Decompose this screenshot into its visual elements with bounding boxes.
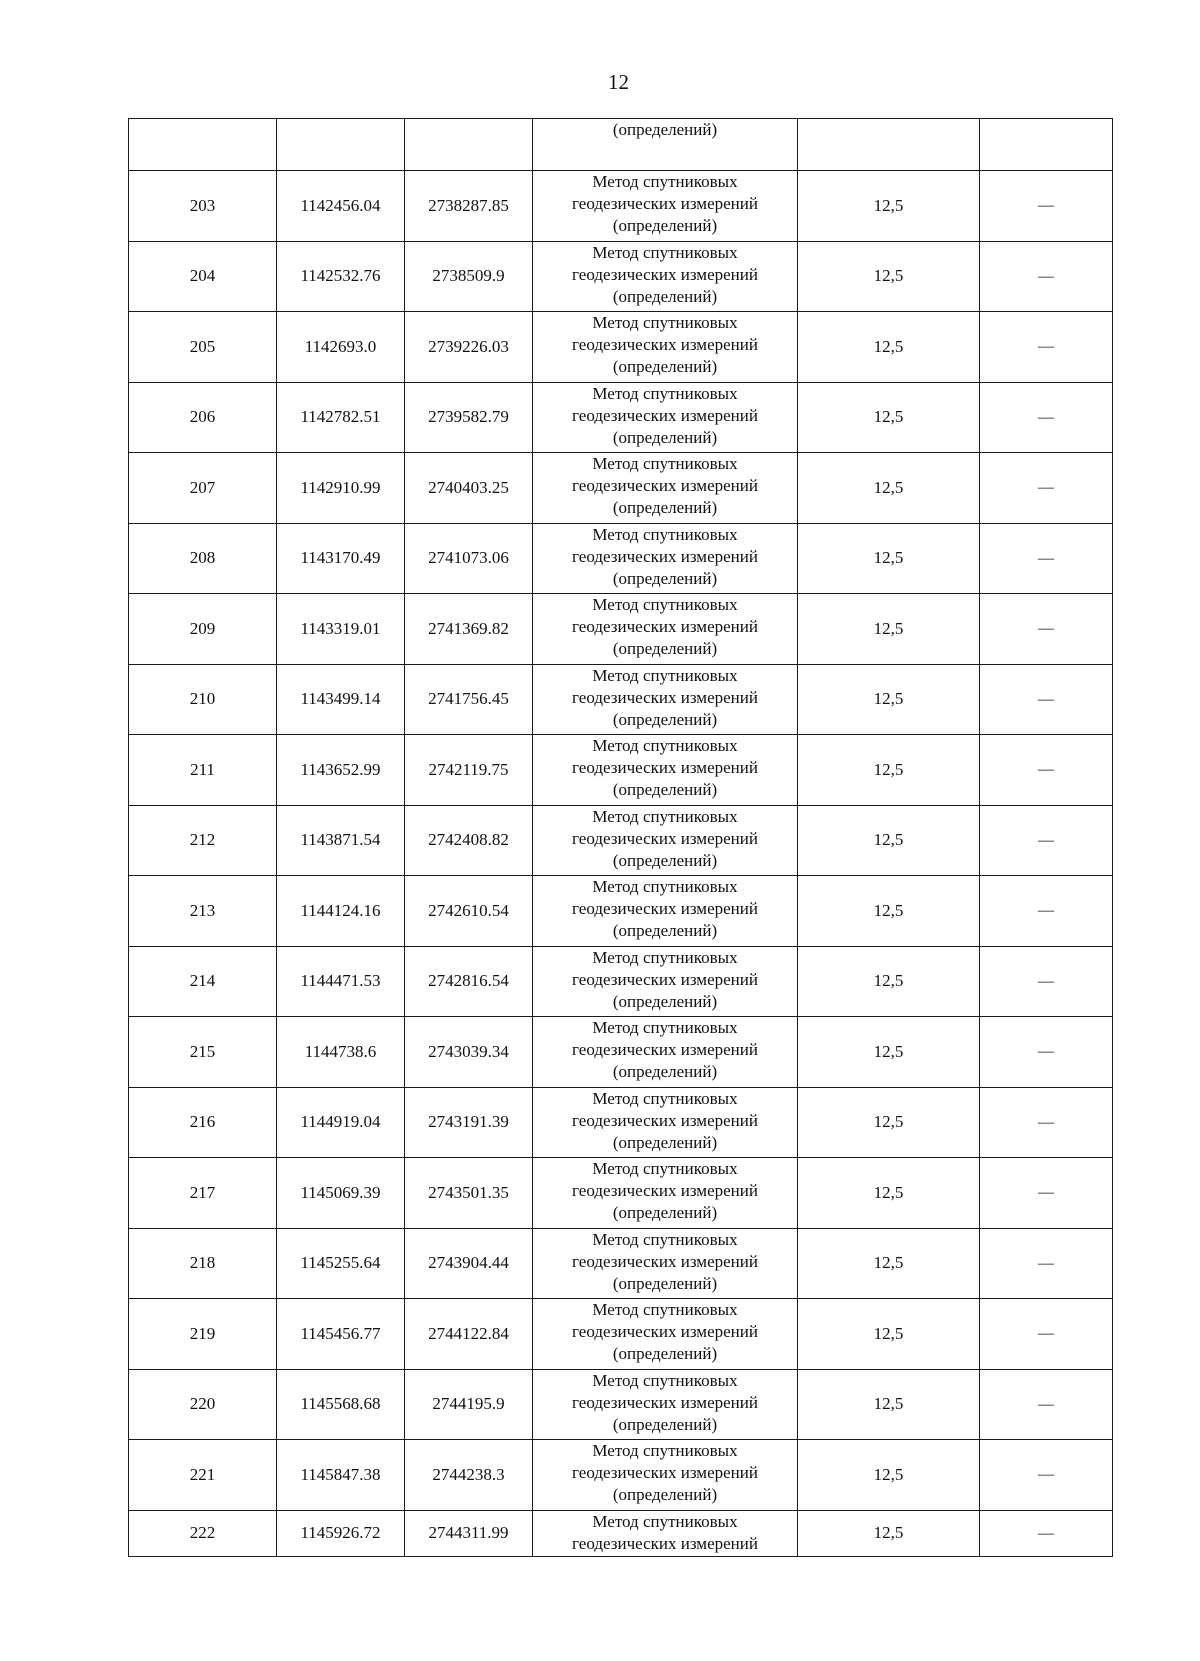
y-coordinate-cell: 2743904.44 bbox=[405, 1228, 533, 1299]
accuracy-cell: 12,5 bbox=[798, 312, 980, 383]
dash-mark: — bbox=[1038, 197, 1054, 215]
note-cell bbox=[980, 1440, 1113, 1511]
accuracy-cell: 12,5 bbox=[798, 594, 980, 665]
note-cell bbox=[980, 1299, 1113, 1370]
method-cell bbox=[533, 876, 798, 947]
accuracy-cell: 12,5 bbox=[798, 1510, 980, 1556]
method-line: Метод спутниковых bbox=[592, 595, 738, 614]
table-row bbox=[129, 312, 1113, 383]
method-line: геодезических измерений bbox=[572, 264, 758, 284]
dash-mark: — bbox=[1038, 1395, 1054, 1413]
y-coordinate-cell bbox=[405, 119, 533, 171]
point-number-cell bbox=[129, 119, 277, 171]
table-body bbox=[129, 119, 1113, 1557]
x-coordinate-cell: 1142693.0 bbox=[277, 312, 405, 383]
method-line: геодезических измерений bbox=[572, 476, 758, 495]
method-line: (определений) bbox=[612, 991, 718, 1011]
method-cell bbox=[533, 382, 798, 453]
method-line: Метод спутниковых bbox=[592, 1370, 738, 1390]
table-row bbox=[129, 1510, 1113, 1556]
table-row bbox=[129, 1369, 1113, 1440]
dash-mark: — bbox=[1038, 267, 1054, 285]
method-line: геодезических измерений bbox=[572, 1181, 758, 1200]
point-number-cell: 215 bbox=[129, 1017, 277, 1088]
method-line: (определений) bbox=[612, 120, 718, 139]
method-cell bbox=[533, 1087, 798, 1158]
continued-row bbox=[129, 119, 1113, 171]
point-number-cell: 208 bbox=[129, 523, 277, 594]
method-line: (определений) bbox=[612, 357, 718, 376]
table-row bbox=[129, 876, 1113, 947]
table-row bbox=[129, 523, 1113, 594]
method-line: геодезических измерений bbox=[572, 1251, 758, 1271]
accuracy-cell: 12,5 bbox=[798, 805, 980, 876]
accuracy-cell: 12,5 bbox=[798, 453, 980, 524]
method-line: геодезических измерений bbox=[572, 687, 758, 707]
point-number-cell: 214 bbox=[129, 946, 277, 1017]
y-coordinate-cell: 2738287.85 bbox=[405, 171, 533, 242]
accuracy-cell: 12,5 bbox=[798, 1087, 980, 1158]
method-line: геодезических измерений bbox=[572, 1463, 758, 1482]
y-coordinate-cell: 2740403.25 bbox=[405, 453, 533, 524]
note-cell bbox=[980, 594, 1113, 665]
x-coordinate-cell: 1145069.39 bbox=[277, 1158, 405, 1229]
note-cell bbox=[980, 805, 1113, 876]
point-number-cell: 219 bbox=[129, 1299, 277, 1370]
dash-mark: — bbox=[1038, 620, 1054, 638]
accuracy-cell: 12,5 bbox=[798, 735, 980, 806]
x-coordinate-cell: 1144738.6 bbox=[277, 1017, 405, 1088]
y-coordinate-cell: 2741369.82 bbox=[405, 594, 533, 665]
method-line: (определений) bbox=[612, 1132, 718, 1152]
method-cell bbox=[533, 594, 798, 665]
note-cell bbox=[980, 171, 1113, 242]
y-coordinate-cell: 2739582.79 bbox=[405, 382, 533, 453]
y-coordinate-cell: 2742408.82 bbox=[405, 805, 533, 876]
x-coordinate-cell: 1145847.38 bbox=[277, 1440, 405, 1511]
note-cell bbox=[980, 1369, 1113, 1440]
point-number-cell: 218 bbox=[129, 1228, 277, 1299]
accuracy-cell: 12,5 bbox=[798, 523, 980, 594]
note-cell bbox=[980, 664, 1113, 735]
table-row bbox=[129, 946, 1113, 1017]
method-line: (определений) bbox=[612, 286, 718, 306]
dash-mark: — bbox=[1038, 761, 1054, 779]
method-line: Метод спутниковых bbox=[592, 1300, 738, 1319]
table-row bbox=[129, 664, 1113, 735]
point-number-cell: 203 bbox=[129, 171, 277, 242]
page-number: 12 bbox=[608, 70, 629, 94]
method-line: Метод спутниковых bbox=[592, 877, 738, 896]
method-line: геодезических измерений bbox=[572, 194, 758, 213]
table-row bbox=[129, 1299, 1113, 1370]
method-line: геодезических измерений bbox=[572, 1040, 758, 1059]
accuracy-cell: 12,5 bbox=[798, 946, 980, 1017]
method-line: геодезических измерений bbox=[572, 899, 758, 918]
accuracy-cell: 12,5 bbox=[798, 171, 980, 242]
method-line: геодезических измерений bbox=[572, 335, 758, 354]
accuracy-cell: 12,5 bbox=[798, 241, 980, 312]
method-line: геодезических измерений bbox=[572, 758, 758, 777]
y-coordinate-cell: 2741073.06 bbox=[405, 523, 533, 594]
y-coordinate-cell: 2744311.99 bbox=[405, 1510, 533, 1556]
x-coordinate-cell: 1142532.76 bbox=[277, 241, 405, 312]
method-cell bbox=[533, 453, 798, 524]
accuracy-cell: 12,5 bbox=[798, 1299, 980, 1370]
method-line: Метод спутниковых bbox=[592, 1018, 738, 1037]
note-cell bbox=[980, 312, 1113, 383]
method-line: (определений) bbox=[612, 1062, 718, 1081]
method-cell bbox=[533, 1158, 798, 1229]
note-cell bbox=[980, 1510, 1113, 1556]
method-cell bbox=[533, 664, 798, 735]
method-line: Метод спутниковых bbox=[592, 172, 738, 191]
table-row bbox=[129, 805, 1113, 876]
dash-mark: — bbox=[1038, 1184, 1054, 1202]
method-cell bbox=[533, 1228, 798, 1299]
table-row bbox=[129, 1087, 1113, 1158]
method-line: геодезических измерений bbox=[572, 546, 758, 566]
note-cell bbox=[980, 735, 1113, 806]
x-coordinate-cell: 1144919.04 bbox=[277, 1087, 405, 1158]
note-cell bbox=[980, 453, 1113, 524]
note-cell bbox=[980, 1228, 1113, 1299]
method-cell bbox=[533, 1510, 798, 1556]
method-cell bbox=[533, 1369, 798, 1440]
point-number-cell: 221 bbox=[129, 1440, 277, 1511]
method-line: геодезических измерений bbox=[572, 828, 758, 848]
method-cell bbox=[533, 171, 798, 242]
method-line: (определений) bbox=[612, 427, 718, 447]
table-row bbox=[129, 1158, 1113, 1229]
dash-mark: — bbox=[1038, 338, 1054, 356]
table-row bbox=[129, 1228, 1113, 1299]
x-coordinate-cell: 1143652.99 bbox=[277, 735, 405, 806]
method-line: Метод спутниковых bbox=[592, 313, 738, 332]
y-coordinate-cell: 2741756.45 bbox=[405, 664, 533, 735]
dash-mark: — bbox=[1038, 1524, 1054, 1542]
method-line: Метод спутниковых bbox=[592, 1441, 738, 1460]
method-line: Метод спутниковых bbox=[592, 1159, 738, 1178]
point-number-cell: 204 bbox=[129, 241, 277, 312]
method-line: геодезических измерений bbox=[572, 617, 758, 636]
x-coordinate-cell: 1143871.54 bbox=[277, 805, 405, 876]
x-coordinate-cell: 1144124.16 bbox=[277, 876, 405, 947]
note-cell bbox=[980, 1158, 1113, 1229]
method-line: (определений) bbox=[612, 1344, 718, 1363]
accuracy-cell: 12,5 bbox=[798, 1017, 980, 1088]
x-coordinate-cell: 1143170.49 bbox=[277, 523, 405, 594]
method-line: (определений) bbox=[612, 498, 718, 517]
method-line: (определений) bbox=[612, 1485, 718, 1504]
method-line: геодезических измерений bbox=[572, 969, 758, 989]
accuracy-cell: 12,5 bbox=[798, 1440, 980, 1511]
dash-mark: — bbox=[1038, 1325, 1054, 1343]
y-coordinate-cell: 2743191.39 bbox=[405, 1087, 533, 1158]
point-number-cell: 205 bbox=[129, 312, 277, 383]
y-coordinate-cell: 2743501.35 bbox=[405, 1158, 533, 1229]
y-coordinate-cell: 2742119.75 bbox=[405, 735, 533, 806]
x-coordinate-cell: 1145926.72 bbox=[277, 1510, 405, 1556]
point-number-cell: 213 bbox=[129, 876, 277, 947]
x-coordinate-cell: 1143499.14 bbox=[277, 664, 405, 735]
point-number-cell: 222 bbox=[129, 1510, 277, 1556]
method-line: (определений) bbox=[612, 639, 718, 658]
dash-mark: — bbox=[1038, 1043, 1054, 1061]
method-line: геодезических измерений bbox=[572, 1533, 758, 1553]
method-line: (определений) bbox=[612, 850, 718, 870]
method-line: (определений) bbox=[612, 568, 718, 588]
y-coordinate-cell: 2744122.84 bbox=[405, 1299, 533, 1370]
accuracy-cell: 12,5 bbox=[798, 1369, 980, 1440]
x-coordinate-cell: 1145568.68 bbox=[277, 1369, 405, 1440]
method-line: (определений) bbox=[612, 1203, 718, 1222]
dash-mark: — bbox=[1038, 831, 1054, 849]
method-line: (определений) bbox=[612, 780, 718, 799]
method-line: Метод спутниковых bbox=[592, 736, 738, 755]
method-line: Метод спутниковых bbox=[592, 383, 738, 403]
y-coordinate-cell: 2744238.3 bbox=[405, 1440, 533, 1511]
dash-mark: — bbox=[1038, 902, 1054, 920]
method-cell bbox=[533, 735, 798, 806]
table-row bbox=[129, 594, 1113, 665]
note-cell bbox=[980, 1017, 1113, 1088]
method-cell bbox=[533, 805, 798, 876]
method-line: Метод спутниковых bbox=[592, 524, 738, 544]
method-line: (определений) bbox=[612, 1414, 718, 1434]
y-coordinate-cell: 2744195.9 bbox=[405, 1369, 533, 1440]
method-line: Метод спутниковых bbox=[592, 806, 738, 826]
method-line: (определений) bbox=[612, 216, 718, 235]
x-coordinate-cell: 1145456.77 bbox=[277, 1299, 405, 1370]
point-number-cell: 210 bbox=[129, 664, 277, 735]
point-number-cell: 211 bbox=[129, 735, 277, 806]
method-line: геодезических измерений bbox=[572, 1322, 758, 1341]
method-line: (определений) bbox=[612, 1273, 718, 1293]
y-coordinate-cell: 2739226.03 bbox=[405, 312, 533, 383]
method-line: Метод спутниковых bbox=[592, 665, 738, 685]
dash-mark: — bbox=[1038, 479, 1054, 497]
table-row bbox=[129, 453, 1113, 524]
table-row bbox=[129, 171, 1113, 242]
dash-mark: — bbox=[1038, 549, 1054, 567]
method-cell bbox=[533, 241, 798, 312]
note-cell bbox=[980, 1087, 1113, 1158]
method-line: (определений) bbox=[612, 709, 718, 729]
method-cell bbox=[533, 1017, 798, 1088]
method-cell bbox=[533, 1299, 798, 1370]
table-row bbox=[129, 1017, 1113, 1088]
table-row bbox=[129, 241, 1113, 312]
x-coordinate-cell: 1144471.53 bbox=[277, 946, 405, 1017]
table-row bbox=[129, 382, 1113, 453]
accuracy-cell: 12,5 bbox=[798, 1228, 980, 1299]
method-line: Метод спутниковых bbox=[592, 947, 738, 967]
note-cell bbox=[980, 382, 1113, 453]
method-cell bbox=[533, 119, 798, 171]
x-coordinate-cell bbox=[277, 119, 405, 171]
dash-mark: — bbox=[1038, 1113, 1054, 1131]
table-row bbox=[129, 735, 1113, 806]
dash-mark: — bbox=[1038, 972, 1054, 990]
note-cell bbox=[980, 523, 1113, 594]
x-coordinate-cell: 1142782.51 bbox=[277, 382, 405, 453]
note-cell bbox=[980, 946, 1113, 1017]
point-number-cell: 217 bbox=[129, 1158, 277, 1229]
note-cell bbox=[980, 119, 1113, 171]
accuracy-cell: 12,5 bbox=[798, 382, 980, 453]
method-line: геодезических измерений bbox=[572, 1110, 758, 1130]
method-line: (определений) bbox=[612, 921, 718, 940]
method-cell bbox=[533, 1440, 798, 1511]
method-cell bbox=[533, 523, 798, 594]
point-number-cell: 212 bbox=[129, 805, 277, 876]
method-line: Метод спутниковых bbox=[592, 242, 738, 262]
point-number-cell: 206 bbox=[129, 382, 277, 453]
method-cell bbox=[533, 312, 798, 383]
x-coordinate-cell: 1145255.64 bbox=[277, 1228, 405, 1299]
dash-mark: — bbox=[1038, 1254, 1054, 1272]
method-line: Метод спутниковых bbox=[592, 1088, 738, 1108]
y-coordinate-cell: 2742610.54 bbox=[405, 876, 533, 947]
y-coordinate-cell: 2738509.9 bbox=[405, 241, 533, 312]
dash-mark: — bbox=[1038, 1466, 1054, 1484]
accuracy-cell bbox=[798, 119, 980, 171]
coordinates-table bbox=[128, 118, 1113, 1557]
point-number-cell: 220 bbox=[129, 1369, 277, 1440]
point-number-cell: 209 bbox=[129, 594, 277, 665]
y-coordinate-cell: 2742816.54 bbox=[405, 946, 533, 1017]
y-coordinate-cell: 2743039.34 bbox=[405, 1017, 533, 1088]
method-line: Метод спутниковых bbox=[592, 454, 738, 473]
x-coordinate-cell: 1143319.01 bbox=[277, 594, 405, 665]
point-number-cell: 207 bbox=[129, 453, 277, 524]
note-cell bbox=[980, 241, 1113, 312]
point-number-cell: 216 bbox=[129, 1087, 277, 1158]
note-cell bbox=[980, 876, 1113, 947]
x-coordinate-cell: 1142456.04 bbox=[277, 171, 405, 242]
dash-mark: — bbox=[1038, 690, 1054, 708]
method-line: Метод спутниковых bbox=[592, 1229, 738, 1249]
method-line: геодезических измерений bbox=[572, 1392, 758, 1412]
method-line: Метод спутниковых bbox=[592, 1511, 738, 1531]
accuracy-cell: 12,5 bbox=[798, 664, 980, 735]
accuracy-cell: 12,5 bbox=[798, 1158, 980, 1229]
accuracy-cell: 12,5 bbox=[798, 876, 980, 947]
dash-mark: — bbox=[1038, 408, 1054, 426]
x-coordinate-cell: 1142910.99 bbox=[277, 453, 405, 524]
method-line: геодезических измерений bbox=[572, 405, 758, 425]
table-row bbox=[129, 1440, 1113, 1511]
method-cell bbox=[533, 946, 798, 1017]
